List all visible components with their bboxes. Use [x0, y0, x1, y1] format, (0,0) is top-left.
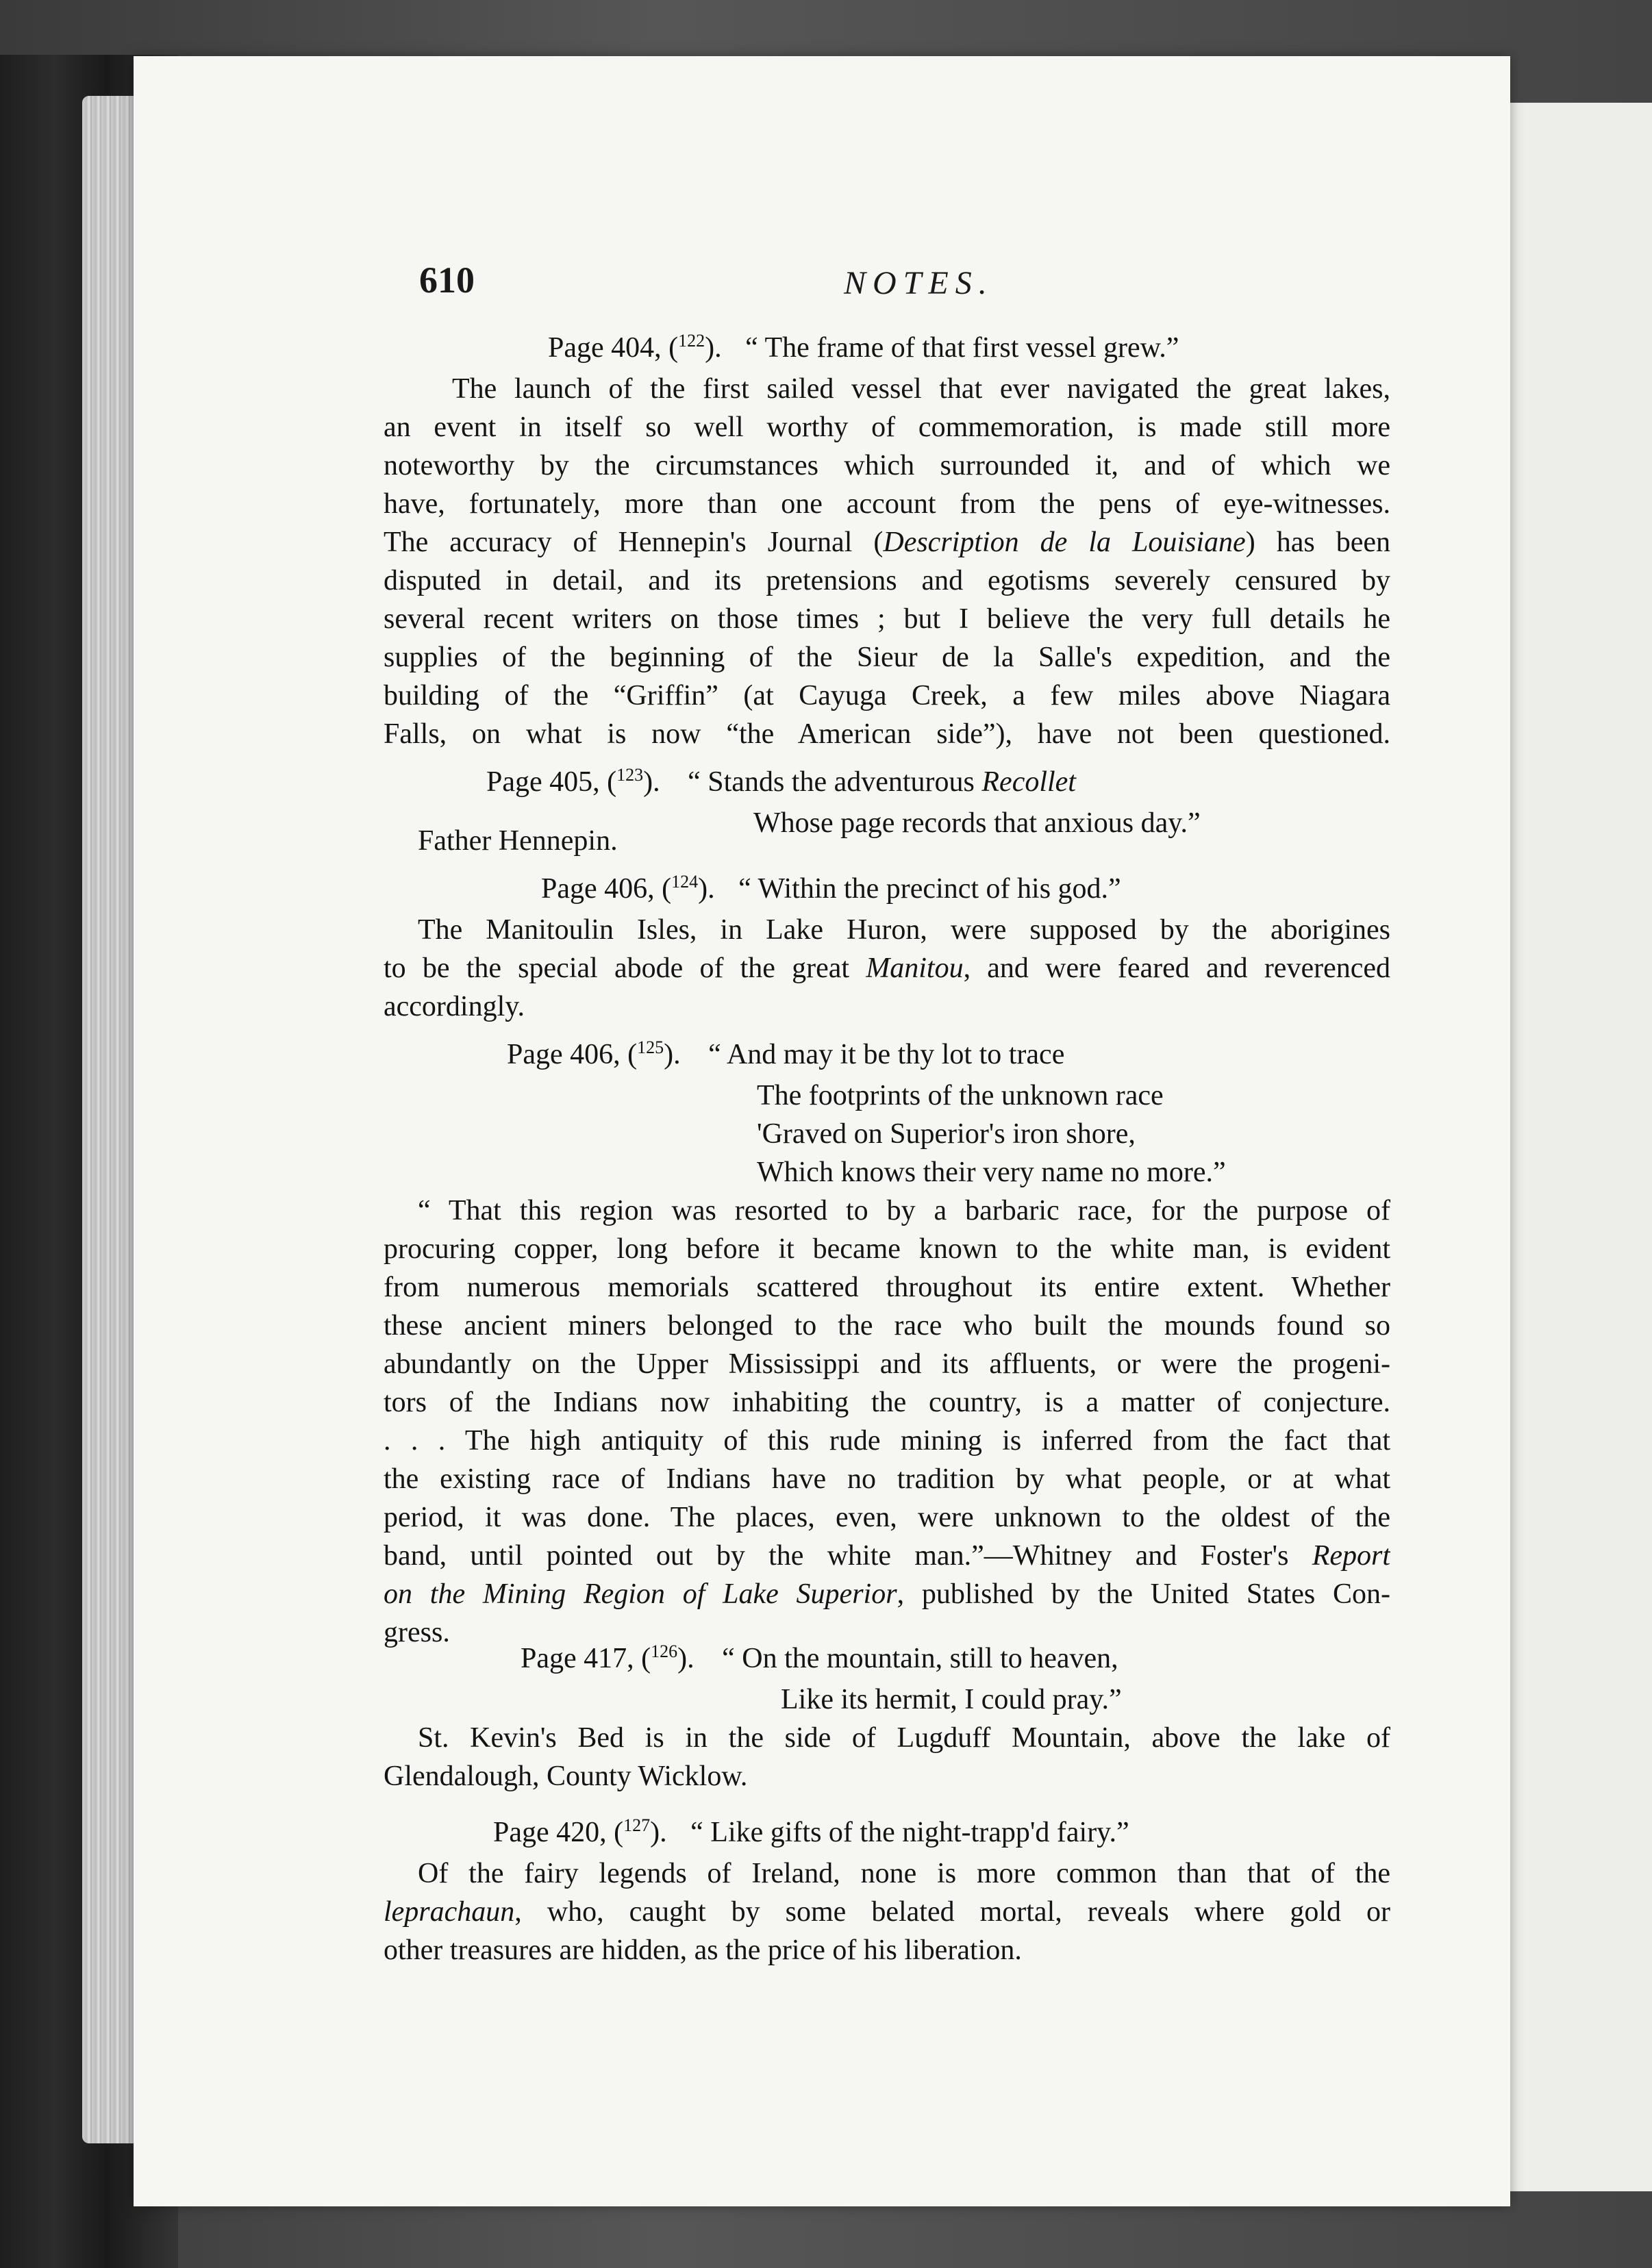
- ref-suffix: ).: [643, 766, 660, 798]
- note-body-line: several recent writers on those times ; but I believe the very full details he: [384, 603, 1390, 635]
- verse-line: “ And may it be thy lot to trace: [708, 1039, 1065, 1070]
- text-run: to be the special abode of the great: [384, 953, 866, 984]
- text-run: , published by the United States Con-: [897, 1578, 1390, 1610]
- note-body-line: Falls, on what is now “the American side”), have not been questioned.: [384, 718, 1390, 750]
- italic-word: Recollet: [981, 766, 1076, 798]
- note-body-line: procuring copper, long before it became known to the white man, is evident: [384, 1233, 1390, 1265]
- note-quote: [688, 766, 1076, 798]
- note-body-line: [384, 1575, 1390, 1613]
- ref-suffix: ).: [650, 1817, 667, 1848]
- ref-num: 127: [623, 1815, 651, 1835]
- note-quote: “ Like gifts of the night-trapp'd fairy.”: [690, 1817, 1129, 1848]
- italic-title: Description de la Louisiane: [883, 527, 1246, 558]
- text-run: ) has been: [1245, 527, 1390, 558]
- ref-prefix: Page 417, (: [521, 1643, 651, 1674]
- note-body-line: Glendalough, County Wicklow.: [384, 1761, 748, 1792]
- note-body-line: abundantly on the Upper Mississippi and its affluents, or were the progeni-: [384, 1348, 1390, 1380]
- text-run: band, until pointed out by the white man.”—Whitney and Foster's: [384, 1540, 1312, 1572]
- ref-num: 122: [678, 331, 705, 351]
- verse-line: Whose page records that anxious day.”: [753, 807, 1201, 839]
- note-body-line: the existing race of Indians have no tradition by what people, or at what: [384, 1463, 1390, 1495]
- verse-line: 'Graved on Superior's iron shore,: [757, 1118, 1136, 1150]
- ref-num: 126: [651, 1641, 678, 1661]
- note-body-line: The launch of the first sailed vessel that ever navigated the great lakes,: [452, 373, 1390, 405]
- note-body-line: an event in itself so well worthy of commemoration, is made still more: [384, 412, 1390, 443]
- ref-num: 123: [616, 765, 644, 785]
- ref-num: 125: [637, 1037, 664, 1057]
- note-body-line: . . . The high antiquity of this rude mining is inferred from the fact that: [384, 1425, 1390, 1457]
- note-body-line: tors of the Indians now inhabiting the country, is a matter of conjecture.: [384, 1387, 1390, 1418]
- facing-page: [1493, 103, 1652, 2191]
- note-quote: “ Within the precinct of his god.”: [738, 873, 1121, 905]
- note-body-line: Of the fairy legends of Ireland, none is more common than that of the: [418, 1858, 1390, 1889]
- text-run: , who, caught by some belated mortal, reveals where gold or: [514, 1896, 1390, 1928]
- note-body-line: [384, 1537, 1390, 1575]
- note-body-line: Father Hennepin.: [418, 825, 618, 857]
- note-body-line: these ancient miners belonged to the race who built the mounds found so: [384, 1310, 1390, 1341]
- note-ref-125: [384, 1035, 1390, 1076]
- note-body-line: noteworthy by the circumstances which surrounded it, and of which we: [384, 450, 1390, 481]
- note-ref-126: [384, 1639, 1390, 1680]
- verse-line: “ On the mountain, still to heaven,: [722, 1643, 1118, 1674]
- italic-word: Manitou: [866, 953, 964, 984]
- text-run: The accuracy of Hennepin's Journal (: [384, 527, 884, 558]
- ref-prefix: Page 404, (: [548, 332, 679, 364]
- ref-prefix: Page 420, (: [493, 1817, 624, 1848]
- note-body-line: accordingly.: [384, 991, 525, 1022]
- ref-suffix: ).: [677, 1643, 694, 1674]
- notes-text: [384, 329, 1390, 1969]
- ref-prefix: Page 405, (: [486, 766, 617, 798]
- note-body-line: other treasures are hidden, as the price of his liberation.: [384, 1935, 1022, 1966]
- note-ref-122: [384, 329, 1390, 370]
- ref-num: 124: [671, 872, 699, 892]
- note-body-line: [384, 1893, 1390, 1931]
- italic-word: leprachaun: [384, 1896, 515, 1928]
- note-body-line: The Manitoulin Isles, in Lake Huron, were supposed by the aborigines: [418, 914, 1390, 946]
- text-run: “ Stands the adventurous: [688, 766, 982, 798]
- note-ref-127: [384, 1813, 1390, 1854]
- note-quote: “ The frame of that first vessel grew.”: [745, 332, 1179, 364]
- page-number: 610: [419, 260, 475, 301]
- ref-suffix: ).: [705, 332, 722, 364]
- italic-title: on the Mining Region of Lake Superior: [384, 1578, 897, 1610]
- note-body-line: supplies of the beginning of the Sieur de la Salle's expedition, and the: [384, 642, 1390, 673]
- text-run: , and were feared and reverenced: [963, 953, 1390, 984]
- note-ref-123: [384, 763, 1390, 804]
- note-body-line: disputed in detail, and its pretensions and egotisms severely censured by: [384, 565, 1390, 596]
- ref-suffix: ).: [698, 873, 715, 905]
- note-body-line: [384, 949, 1390, 987]
- ref-suffix: ).: [664, 1039, 681, 1070]
- note-body-line: “ That this region was resorted to by a barbaric race, for the purpose of: [418, 1195, 1390, 1226]
- note-ref-124: [384, 870, 1390, 911]
- ref-prefix: Page 406, (: [507, 1039, 638, 1070]
- note-body-line: building of the “Griffin” (at Cayuga Creek, a few miles above Niagara: [384, 680, 1390, 711]
- page-header: [419, 259, 1378, 320]
- note-body-line: have, fortunately, more than one account from the pens of eye-witnesses.: [384, 488, 1390, 520]
- note-body-line: from numerous memorials scattered throughout its entire extent. Whether: [384, 1272, 1390, 1303]
- running-head: NOTES.: [844, 265, 994, 301]
- note-body-line: gress.: [384, 1617, 450, 1648]
- ref-prefix: Page 406, (: [541, 873, 672, 905]
- note-body-line: period, it was done. The places, even, were unknown to the oldest of the: [384, 1502, 1390, 1533]
- verse-line: Like its hermit, I could pray.”: [781, 1684, 1122, 1715]
- note-body-line: St. Kevin's Bed is in the side of Lugduff Mountain, above the lake of: [418, 1722, 1390, 1754]
- italic-title: Report: [1312, 1540, 1390, 1572]
- verse-line: Which knows their very name no more.”: [757, 1157, 1226, 1188]
- note-body-line: [384, 523, 1390, 562]
- verse-line: The footprints of the unknown race: [757, 1080, 1164, 1111]
